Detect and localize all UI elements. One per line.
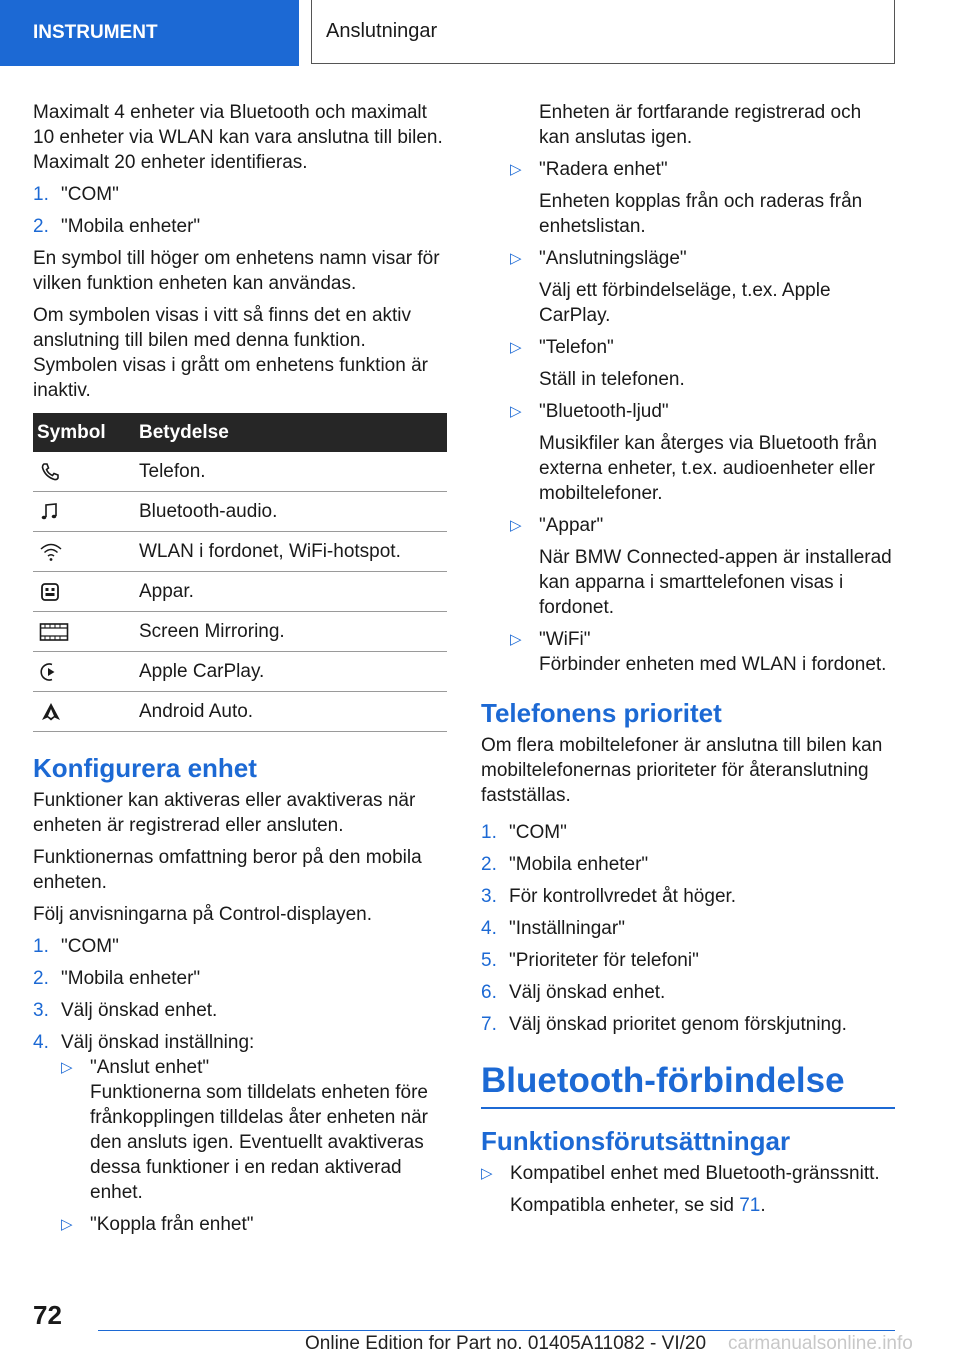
menu-path-list [33, 182, 447, 239]
list-item [510, 157, 895, 239]
compat-text: Kompatibla enheter, se sid [510, 1195, 734, 1216]
list-item [33, 934, 447, 959]
table-cell: WLAN i fordonet, WiFi-hotspot. [139, 532, 447, 572]
symbol-table [33, 413, 447, 732]
step-number: 1. [33, 936, 49, 957]
left-column [33, 100, 447, 1251]
option-description: Musikfiler kan återges via Bluetooth från externa enheter, t.ex. audioenheter eller mobiltelefoner. [539, 433, 877, 504]
heading-telefonens-prioritet: Telefonens prioritet [481, 698, 722, 728]
triangle-bullet-icon: ▷ [510, 631, 522, 648]
intro-paragraph: Maximalt 4 enheter via Bluetooth och maximalt 10 enheter via WLAN kan vara anslutna till bilen. Maximalt 20 enheter identifieras. [33, 102, 443, 173]
paragraph: Funktionernas omfattning beror på den mobila enheten. [33, 847, 422, 893]
phone-icon [39, 461, 139, 483]
requirement-text: Kompatibel enhet med Bluetooth-gränssnitt. [510, 1163, 880, 1184]
step-text: "COM" [61, 184, 119, 205]
triangle-bullet-icon: ▷ [510, 250, 522, 267]
step-text: "Mobila enheter" [509, 854, 649, 875]
compat-reference [510, 1193, 880, 1218]
option-label: "Radera enhet" [539, 159, 668, 180]
option-label: "WiFi" [539, 629, 591, 650]
list-item [481, 884, 895, 909]
step-number: 2. [481, 854, 497, 875]
list-item [510, 399, 895, 506]
screen-mirroring-icon [39, 621, 139, 643]
list-item [510, 246, 895, 328]
option-list [481, 157, 895, 677]
option-label: "Anslut enhet" [90, 1057, 210, 1078]
step-text: "COM" [61, 936, 119, 957]
table-cell: Appar. [139, 572, 447, 612]
section-title: INSTRUMENT [33, 22, 158, 43]
table-cell: Telefon. [139, 452, 447, 492]
watermark: carmanualsonline.info [728, 1333, 913, 1354]
step-text: Välj önskad enhet. [61, 1000, 218, 1021]
triangle-bullet-icon: ▷ [61, 1216, 73, 1233]
table-header-symbol: Symbol [33, 413, 139, 452]
list-item [33, 1030, 447, 1244]
table-row [33, 572, 447, 612]
step-number: 3. [33, 1000, 49, 1021]
triangle-bullet-icon: ▷ [510, 517, 522, 534]
wifi-icon [39, 541, 139, 563]
option-description: Förbinder enheten med WLAN i fordonet. [539, 654, 887, 675]
option-description: När BMW Connected-appen är installerad kan apparna i smarttelefonen visas i fordonet. [539, 547, 892, 618]
step-number: 7. [481, 1014, 497, 1035]
step-number: 2. [33, 216, 49, 237]
android-auto-icon [39, 701, 139, 723]
step-number: 6. [481, 982, 497, 1003]
table-row [33, 612, 447, 652]
list-item [481, 948, 895, 973]
apps-icon [39, 581, 139, 603]
step-text: "Prioriteter för telefoni" [509, 950, 699, 971]
table-header-meaning: Betydelse [139, 413, 447, 452]
step-number: 5. [481, 950, 497, 971]
table-cell: Bluetooth-audio. [139, 492, 447, 532]
heading-funktionsforutsattningar: Funktionsförutsättningar [481, 1126, 791, 1156]
table-row [33, 452, 447, 492]
list-item [481, 852, 895, 877]
option-description: Välj ett förbindelseläge, t.ex. Apple CarPlay. [539, 280, 831, 326]
edition-note: Online Edition for Part no. 01405A11082 - VI/20 [305, 1333, 707, 1354]
footer-rule [98, 1330, 895, 1331]
section-tab [0, 0, 299, 66]
list-item [33, 214, 447, 239]
list-item [61, 1055, 447, 1205]
option-label: "Appar" [539, 515, 604, 536]
list-item [510, 627, 895, 677]
triangle-bullet-icon: ▷ [510, 339, 522, 356]
list-item [481, 820, 895, 845]
triangle-bullet-icon: ▷ [510, 403, 522, 420]
symbol-paragraph: En symbol till höger om enhetens namn visar för vilken funktion enheten kan användas. [33, 248, 440, 294]
step-text: Välj önskad enhet. [509, 982, 666, 1003]
step-number: 4. [33, 1032, 49, 1053]
step-text: För kontrollvredet åt höger. [509, 886, 737, 907]
chapter-header [311, 0, 895, 64]
chapter-title: Anslutningar [326, 20, 438, 42]
list-item [481, 1161, 895, 1218]
table-cell: Apple CarPlay. [139, 652, 447, 692]
list-item [510, 335, 895, 392]
step-number: 3. [481, 886, 497, 907]
step-text: Välj önskad prioritet genom förskjutning. [509, 1014, 847, 1035]
table-row [33, 532, 447, 572]
step-text: "Mobila enheter" [61, 968, 201, 989]
paragraph: Om flera mobiltelefoner är anslutna till bilen kan mobiltelefonernas prioriteter för återanslutning fastställas. [481, 735, 883, 806]
list-item [33, 966, 447, 991]
list-item [481, 980, 895, 1005]
option-label: "Bluetooth-ljud" [539, 401, 669, 422]
continued-description: Enheten är fortfarande registrerad och kan anslutas igen. [539, 102, 862, 148]
table-row [33, 692, 447, 732]
page-number: 72 [33, 1300, 62, 1330]
step-text: "Mobila enheter" [61, 216, 201, 237]
step-number: 2. [33, 968, 49, 989]
option-description: Ställ in telefonen. [539, 369, 685, 390]
option-label: "Anslutningsläge" [539, 248, 687, 269]
heading-konfigurera-enhet: Konfigurera enhet [33, 753, 257, 783]
table-cell: Android Auto. [139, 692, 447, 732]
table-row [33, 652, 447, 692]
option-label: "Koppla från enhet" [90, 1214, 254, 1235]
paragraph: Följ anvisningarna på Control-displayen. [33, 904, 373, 925]
option-description: Funktionerna som tilldelats enheten före frånkopplingen tilldelas åter enheten när den ansluts igen. Eventuellt avaktiveras dessa funktioner i en redan aktiverad enhet. [90, 1082, 429, 1203]
table-row [33, 492, 447, 532]
paragraph: Funktioner kan aktiveras eller avaktiveras när enheten är registrerad eller ansluten. [33, 790, 416, 836]
list-item [61, 1212, 447, 1237]
music-note-icon [39, 501, 139, 523]
step-number: 4. [481, 918, 497, 939]
requirement-list [481, 1161, 895, 1218]
list-item [510, 513, 895, 620]
step-text: "Inställningar" [509, 918, 625, 939]
status-paragraph: Om symbolen visas i vitt så finns det en aktiv anslutning till bilen med denna funktion. Symbolen visas i grått om enhetens funktion är inaktiv. [33, 305, 428, 401]
priority-steps-list [481, 820, 895, 1037]
step-number: 1. [481, 822, 497, 843]
triangle-bullet-icon: ▷ [510, 161, 522, 178]
compat-suffix: . [760, 1195, 766, 1216]
heading-bluetooth-forbindelse: Bluetooth-förbindelse [481, 1059, 895, 1109]
right-column [481, 100, 895, 1225]
page-link[interactable]: 71 [739, 1195, 761, 1216]
carplay-icon [39, 661, 139, 683]
option-list [61, 1055, 447, 1237]
list-item [481, 916, 895, 941]
triangle-bullet-icon: ▷ [61, 1059, 73, 1076]
configure-steps-list [33, 934, 447, 1244]
list-item [481, 1012, 895, 1037]
list-item [33, 998, 447, 1023]
table-cell: Screen Mirroring. [139, 612, 447, 652]
option-label: "Telefon" [539, 337, 614, 358]
triangle-bullet-icon: ▷ [481, 1165, 493, 1182]
step-number: 1. [33, 184, 49, 205]
step-text: "COM" [509, 822, 567, 843]
step-text: Välj önskad inställning: [61, 1032, 255, 1053]
list-item [33, 182, 447, 207]
option-description: Enheten kopplas från och raderas från enhetslistan. [539, 191, 863, 237]
